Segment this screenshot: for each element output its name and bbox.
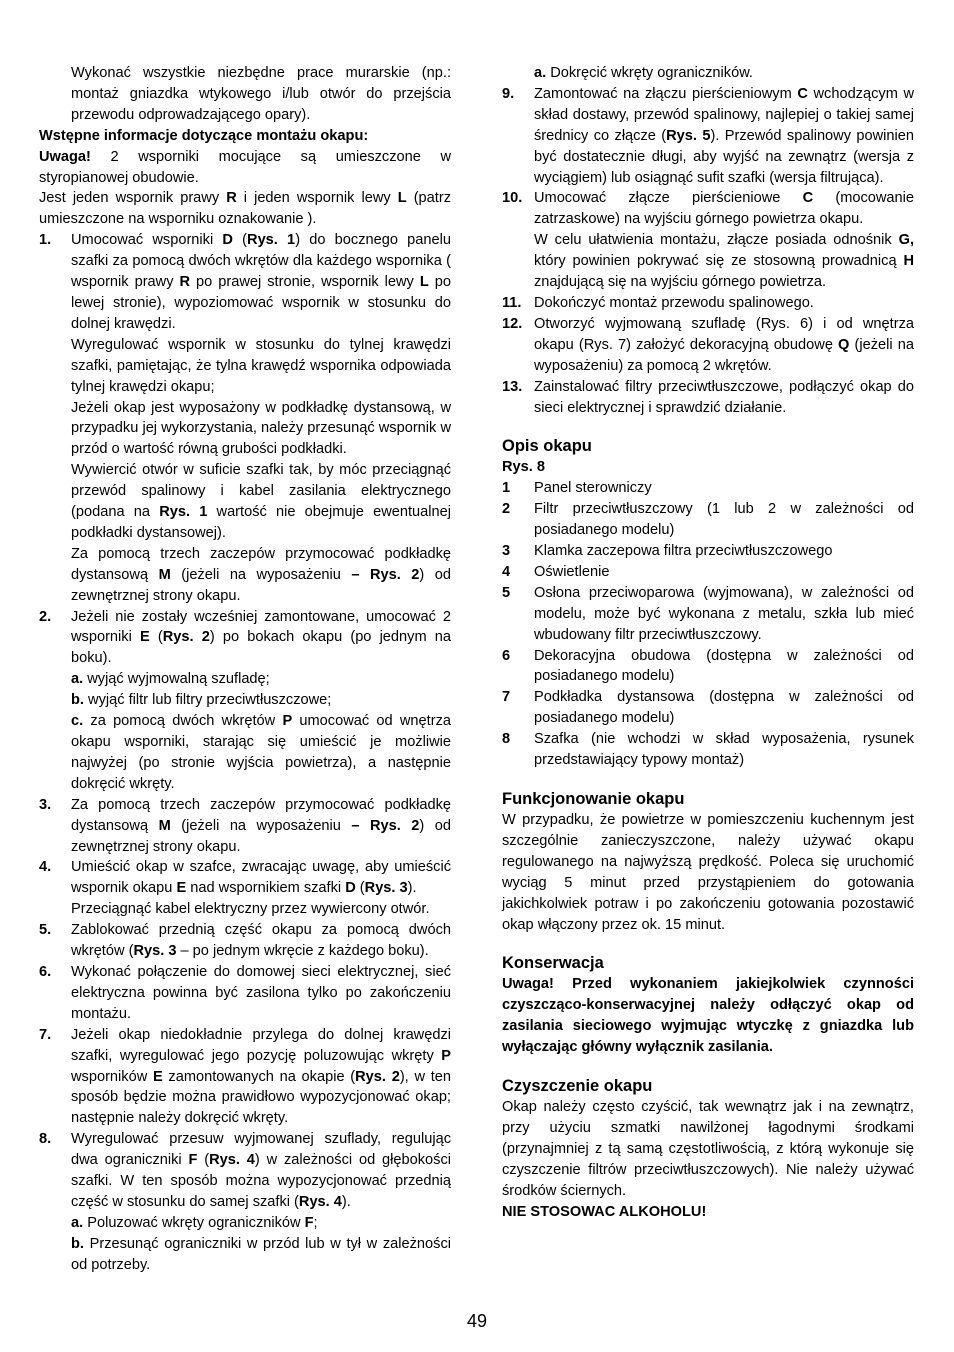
legend-item [502, 583, 914, 646]
step-13: 13. Zainstalować filtry przeciwtłuszczowe, podłączyć okap do sieci elektrycznej i sprawdzić działanie. [502, 378, 914, 416]
step-10: 10. Umocować złącze pierścieniowe C (mocowanie zatrzaskowe) na wyjściu górnego powietrza okapu. W celu ułatwienia montażu, złącze posiada odnośnik G, który powinien pokrywać się ze stosowną prowadnicą H znajdującą się na wyjściu górnego powietrza. [502, 190, 915, 291]
step-2: 2. Jeżeli nie zostały wcześniej zamontowane, umocować 2 wsporniki E (Rys. 2) po bokach okapu (po jednym na boku). a. wyjąć wyjmowalną szufladę; b. wyjąć filtr lub filtry przeciwtłuszczowe; c. za pomocą dwóch wkrętów P umocować od wnętrza okapu wsporniki, starając się umieścić je możliwie najwyżej (po stronie wyjścia powietrza), a następnie dokręcić wkręty. [39, 608, 451, 792]
left-column [39, 63, 451, 1276]
konserwacja-heading: Konserwacja [502, 954, 604, 973]
component-legend [502, 478, 914, 771]
legend-item-text: Klamka zaczepowa filtra przeciwtłuszczowego [534, 543, 833, 560]
step-8-continued: a. Dokręcić wkręty ograniczników. [534, 65, 753, 81]
step-9: 9. Zamontować na złączu pierścieniowym C wchodzącym w skład dostawy, przewód spalinowy, najlepiej o takiej samej średnicy co złącze (Rys. 5). Przewód spalinowy powinien być dostatecznie długi, aby wyjść na zewnątrz (wersja z wyciągiem) lub osiągnąć sufit szafki (wersja filtrująca). [502, 85, 914, 186]
legend-item-number: 3 [502, 543, 511, 560]
legend-item-text: Oświetlenie [534, 563, 610, 580]
page-number: 49 [466, 1311, 488, 1331]
legend-item-text: Panel sterowniczy [534, 480, 652, 497]
legend-item-number: 8 [502, 731, 511, 748]
czyszczenie-heading: Czyszczenie okapu [502, 1077, 653, 1096]
konserwacja-warning: Uwaga! Przed wykonaniem jakiejkolwiek czynności czyszcząco-konserwacyjnej należy odłączyć okap od zasilania sieciowego wyjmując wtyczkę z gniazdka lub wyłączając główny wyłącznik zasilania. [502, 976, 914, 1056]
legend-item-number: 2 [502, 501, 511, 518]
intro-text: Wykonać wszystkie niezbędne prace murarskie (np.: montaż gniazdka wtykowego i/lub otwór do przejścia przewodu odprowadzającego opary). [71, 65, 451, 123]
legend-item-number: 6 [502, 647, 511, 664]
step-8: 8. Wyregulować przesuw wyjmowanej szuflady, regulując dwa ograniczniki F (Rys. 4) w zależności od głębokości szafki. W ten sposób można wypozycjonować przednią część w stosunku do samej szafki (Rys. 4). a. Poluzować wkręty ograniczników F; b. Przesunąć ograniczniki w przód lub w tył w zależności od potrzeby. [39, 1131, 451, 1273]
legend-item-number: 4 [502, 563, 511, 580]
legend-item-text: Podkładka dystansowa (dostępna w zależności od posiadanego modelu) [534, 689, 914, 727]
step-6: 6. Wykonać połączenie do domowej sieci elektrycznej, sieć elektryczna powinna być zasilona tylko po zakończeniu montażu. [39, 963, 451, 1022]
step-7: 7. Jeżeli okap niedokładnie przylega do dolnej krawędzi szafki, wyregulować jego pozycję poluzowując wkręty P wsporników E zamontowanych na okapie (Rys. 2), w ten sposób będzie można prawidłowo wypozycjonować okap; następnie należy dokręcić wkręty. [39, 1026, 451, 1127]
legend-item [502, 541, 914, 562]
step-3: 3. Za pomocą trzech zaczepów przymocować podkładkę dystansową M (jeżeli na wyposażeniu – Rys. 2) od zewnętrznej strony okapu. [39, 796, 451, 855]
legend-item-number: 7 [502, 689, 511, 706]
legend-item [502, 687, 914, 729]
legend-item [502, 499, 914, 541]
czyszczenie-text: Okap należy często czyścić, tak wewnątrz jak i na zewnątrz, przy użyciu szmatki nawilżonej łagodnymi środkami (przynajmniej z tą samą częstotliwością, z którą wykonuje się czyszczenie filtrów przeciwtłuszczowych). Nie należy używać środków ściernych. [502, 1099, 914, 1199]
legend-item-text: Osłona przeciwoparowa (wyjmowana), w zależności od modelu, może być wykonana z metalu, szkła lub mieć wbudowany filtr przeciwtłuszczowy. [534, 584, 914, 643]
legend-item-number: 5 [502, 584, 511, 601]
funkcjonowanie-text: W przypadku, że powietrze w pomieszczeniu kuchennym jest szczególnie zanieczyszczone, należy używać okapu regulowanego na najwyższą prędkość. Poleca się uruchomić wyciąg 5 minut przed przystąpieniem do gotowania jakichkolwiek potraw i po zakończeniu gotowania pozostawić okap włączony przez ok. 15 minut. [502, 812, 914, 933]
note-paragraph: Uwaga! 2 wsporniki mocujące są umieszczone w styropianowej obudowie. [39, 148, 451, 186]
step-5: 5. Zablokować przednią część okapu za pomocą dwóch wkrętów (Rys. 3 – po jednym wkręcie z każdego boku). [39, 922, 451, 960]
step-4: 4. Umieścić okap w szafce, zwracając uwagę, aby umieścić wspornik okapu E nad wspornikiem szafki D (Rys. 3). Przeciągnąć kabel elektryczny przez wywiercony otwór. [39, 859, 451, 918]
funkcjonowanie-heading: Funkcjonowanie okapu [502, 790, 685, 808]
section-heading: Wstępne informacje dotyczące montażu okapu: [39, 127, 369, 144]
legend-item-text: Filtr przeciwtłuszczowy (1 lub 2 w zależności od posiadanego modelu) [534, 501, 914, 539]
legend-item [502, 562, 914, 583]
opis-figure-ref: Rys. 8 [502, 459, 545, 476]
right-column [502, 63, 914, 1223]
legend-item [502, 646, 914, 688]
step-12: 12. Otworzyć wyjmowaną szufladę (Rys. 6) i od wnętrza okapu (Rys. 7) założyć dekoracyjną obudowę Q (jeżeli na wyposażeniu) za pomocą 2 wkrętów. [502, 315, 914, 374]
step-11: 11. Dokończyć montaż przewodu spalinowego. [502, 294, 814, 311]
legend-item-text: Szafka (nie wchodzi w skład wyposażenia, rysunek przedstawiający typowy montaż) [534, 731, 914, 769]
step-1: 1. Umocować wsporniki D (Rys. 1) do bocznego panelu szafki za pomocą dwóch wkrętów dla każdego wspornika ( wspornik prawy R po prawej stronie, wspornik lewy L po lewej stronie), wypoziomować wspornik w stosunku do dolnej krawędzi. Wyregulować wspornik w stosunku do tylnej krawędzi szafki, pamiętając, że tylna krawędź wspornika odpowiada tylnej krawędzi okapu; Jeżeli okap jest wyposażony w podkładkę dystansową, w przypadku jej wykorzystania, należy przesunąć wspornik w przód o wartość równą grubości podkładki. Wywiercić otwór w suficie szafki tak, by móc przeciągnąć przewód spalinowy i kabel zasilania elektrycznego (podana na Rys. 1 wartość nie obejmuje ewentualnej podkładki dystansowej). Za pomocą trzech zaczepów przymocować podkładkę dystansową M (jeżeli na wyposażeniu – Rys. 2) od zewnętrznej strony okapu. [39, 232, 452, 604]
legend-item-number: 1 [502, 480, 511, 497]
legend-item [502, 729, 914, 771]
brackets-paragraph: Jest jeden wspornik prawy R i jeden wspornik lewy L (patrz umieszczone na wsporniku oznakowanie ). [39, 190, 451, 228]
legend-item-text: Dekoracyjna obudowa (dostępna w zależności od posiadanego modelu) [534, 647, 914, 685]
alcohol-warning: NIE STOSOWAC ALKOHOLU! [502, 1203, 707, 1220]
legend-item [502, 478, 914, 499]
opis-heading: Opis okapu [502, 437, 592, 456]
